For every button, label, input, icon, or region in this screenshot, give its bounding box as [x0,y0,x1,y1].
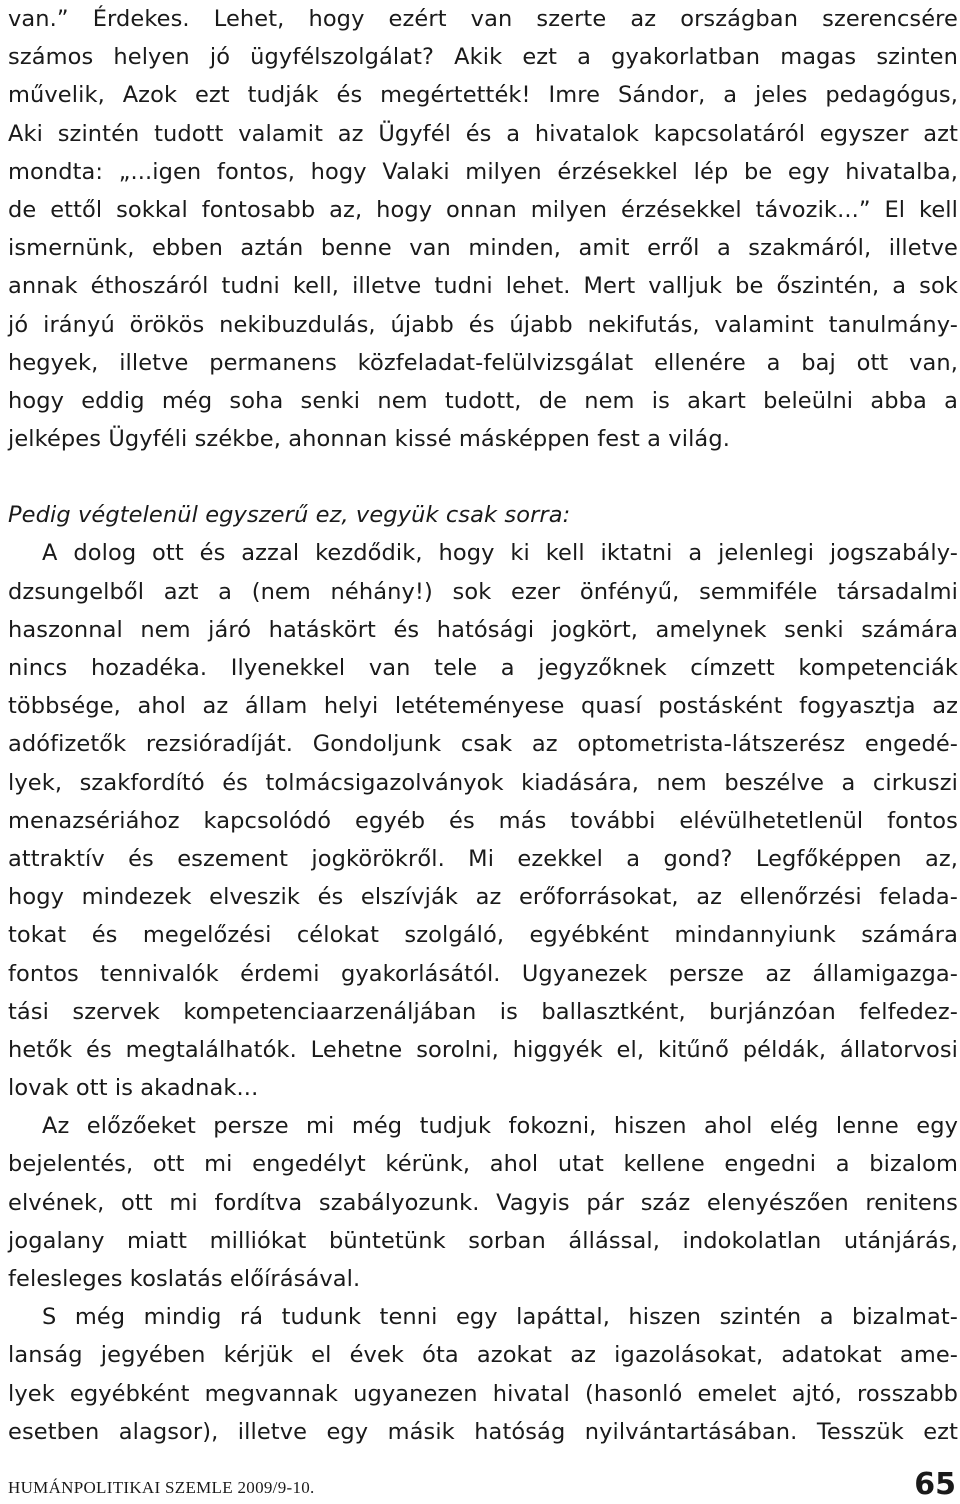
text-line: lyek, szakfordító és tolmácsigazolványok kiadására, nem beszélve a cirkuszi [8,769,958,796]
text-line: nincs hozadéka. Ilyenekkel van tele a jegyzőknek címzett kompetenciák [8,655,958,681]
text-line: jó irányú örökös nekibuzdulás, újabb és újabb nekifutás, valamint tanulmány- [8,311,958,338]
text-line: adófizetők rezsióradíját. Gondoljunk csak az optometrista-látszerész engedé- [8,731,958,758]
text-line: van.” Érdekes. Lehet, hogy ezért van szerte az országban szerencsére [8,6,958,32]
text-line: többsége, ahol az állam helyi letéteményese quasí postásként fogyasztja az [8,693,958,720]
text-line: menazsériához kapcsolódó egyéb és más további elévülhetetlenül fontos [8,807,958,834]
text-line: elvének, ott mi fordítva szabályozunk. Vagyis pár száz elenyészően renitens [8,1189,958,1216]
text-line: lanság jegyében kérjük el évek óta azokat az igazolásokat, adatokat ame- [8,1342,958,1369]
text-line: Aki szintén tudott valamit az Ügyfél és a hivatalok kapcsolatáról egyszer azt [8,120,958,147]
text-line: annak éthoszáról tudni kell, illetve tudni lehet. Mert valljuk be őszintén, a sok [8,273,958,300]
text-line: felesleges koslatás előírásával. [8,1266,361,1292]
section-heading: Pedig végtelenül egyszerű ez, vegyük csak sorra: [8,502,571,529]
text-line: de ettől sokkal fontosabb az, hogy onnan milyen érzésekkel távozik...” El kell [8,196,958,223]
text-line: lyek egyébként megvannak ugyanezen hivatal (hasonló emelet ajtó, rosszabb [8,1380,958,1407]
paragraph-2 [8,534,958,1107]
text-line: fontos tennivalók érdemi gyakorlásától. Ugyanezek persze az államigazga- [8,960,958,987]
paragraph-3 [8,1107,958,1298]
text-line: tokat és megelőzési célokat szolgáló, egyébként mindannyiunk számára [8,922,958,949]
text-line: dzsungelből azt a (nem néhány!) sok ezer önfényű, semmiféle társadalmi [8,578,958,605]
text-line: hogy eddig még soha senki nem tudott, de nem is akart beleülni abba a [8,387,958,414]
text-line: S még mindig rá tudunk tenni egy lapáttal, hiszen szintén a bizalmat- [42,1304,958,1331]
text-line: tási szervek kompetenciaarzenáljában is ballasztként, burjánzóan felfedez- [8,998,958,1025]
text-line: jelképes Ügyféli székbe, ahonnan kissé másképpen fest a világ. [8,426,730,453]
text-line: attraktív és eszement jogkörökről. Mi ezekkel a gond? Legfőképpen az, [8,845,958,872]
text-line: hetők és megtalálhatók. Lehetne sorolni, higgyék el, kitűnő példák, állatorvosi [8,1036,958,1063]
page-footer [8,1462,956,1502]
text-line: jogalany miatt milliókat büntetünk sorban állással, indokolatlan utánjárás, [8,1227,958,1254]
paragraph-1 [8,0,958,458]
page-number: 65 [914,1467,956,1502]
paragraph-4 [8,1298,958,1451]
text-line: Az előzőeket persze mi még tudjuk fokozni, hiszen ahol elég lenne egy [42,1113,958,1140]
text-line: esetben alagsor), illetve egy másik hatóság nyilvántartásában. Tesszük ezt [8,1418,958,1445]
journal-title: HUMÁNPOLITIKAI SZEMLE 2009/9-10. [8,1478,315,1497]
text-line: bejelentés, ott mi engedélyt kérünk, ahol utat kellene engedni a bizalom [8,1151,958,1178]
text-line: A dolog ott és azzal kezdődik, hogy ki kell iktatni a jelenlegi jogszabály- [42,540,958,567]
text-line: számos helyen jó ügyfélszolgálat? Akik ezt a gyakorlatban magas szinten [8,44,958,71]
text-line: hegyek, illetve permanens közfeladat-felülvizsgálat ellenére a baj ott van, [8,349,958,376]
document-page [8,0,958,1451]
text-line: haszonnal nem járó hatáskört és hatósági jogkört, amelynek senki számára [8,616,958,643]
text-line: ismernünk, ebben aztán benne van minden, amit erről a szakmáról, illetve [8,235,958,262]
text-line: hogy mindezek elveszik és elszívják az erőforrásokat, az ellenőrzési felada- [8,884,958,911]
text-line: lovak ott is akadnak... [8,1075,259,1102]
text-line: művelik, Azok ezt tudják és megértették! Imre Sándor, a jeles pedagógus, [8,82,958,109]
text-line: mondta: „...igen fontos, hogy Valaki milyen érzésekkel lép be egy hivatalba, [8,158,958,185]
